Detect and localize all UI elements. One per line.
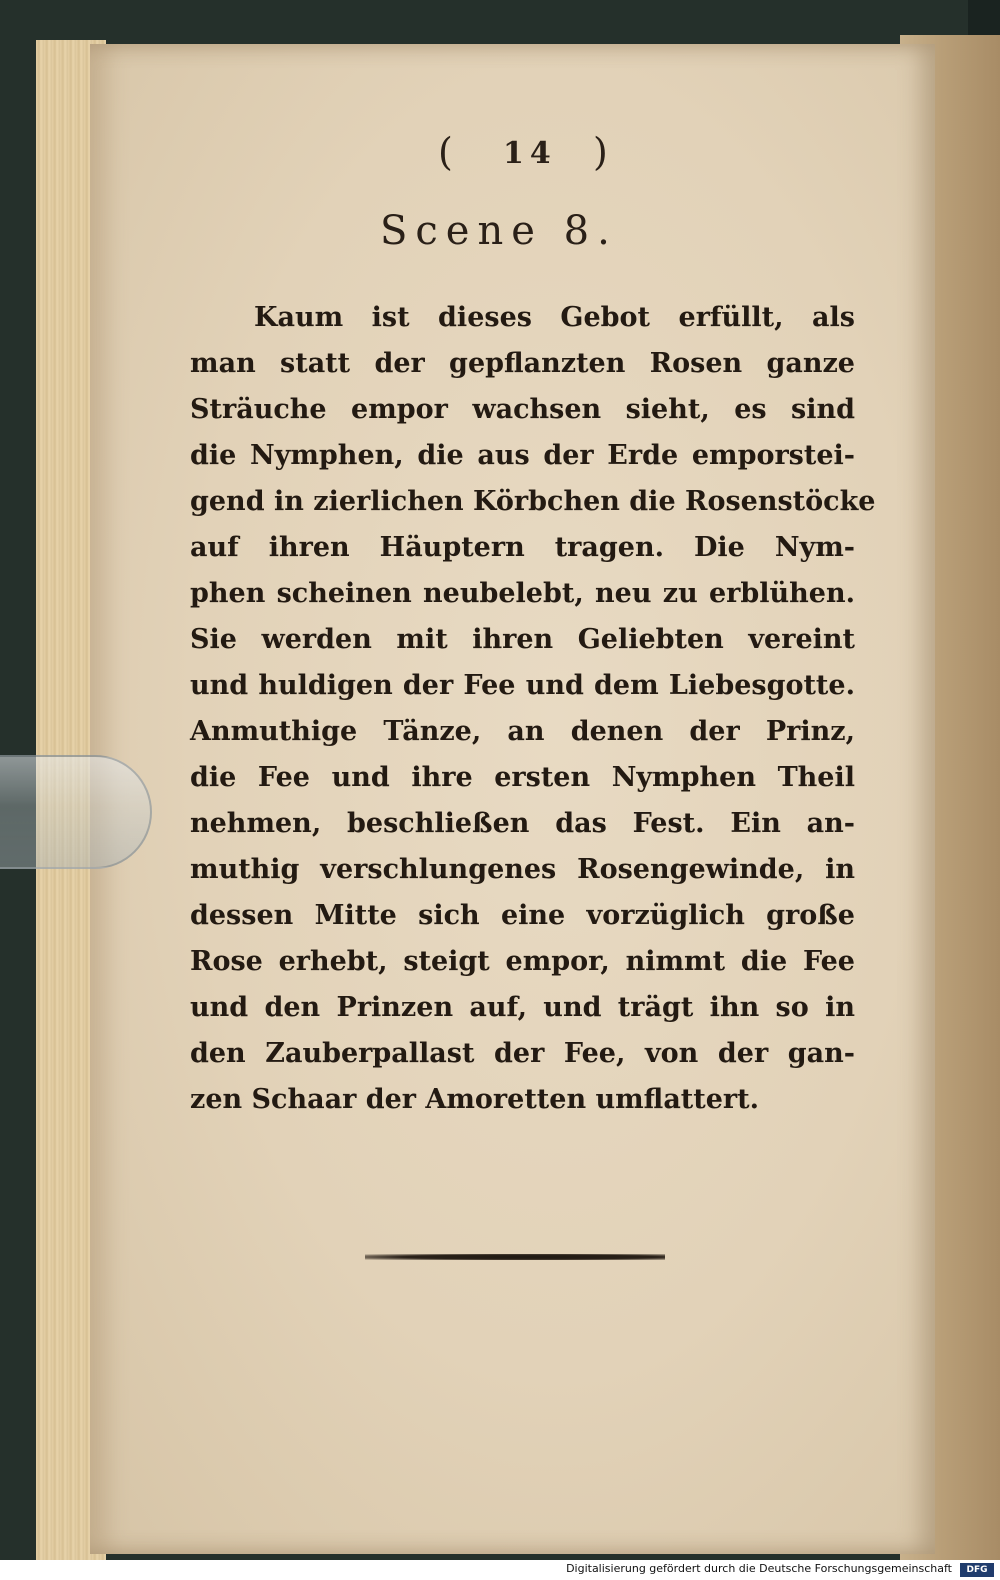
text-line: den Zauberpallast der Fee, von der gan- [190, 1038, 855, 1069]
text-line: muthig verschlungenes Rosengewinde, in [190, 854, 855, 885]
dfg-logo: DFG [960, 1563, 994, 1577]
text-line: Sie werden mit ihren Geliebten vereint [190, 624, 855, 655]
paren-open: ( [438, 130, 459, 174]
text-line: gend in zierlichen Körbchen die Rosenstöcke [190, 486, 876, 517]
text-line: und den Prinzen auf, und trägt ihn so in [190, 992, 855, 1023]
text-line: nehmen, beschließen das Fest. Ein an- [190, 808, 855, 839]
text-line: Kaum ist dieses Gebot erfüllt, als [254, 302, 855, 333]
text-line: Rose erhebt, steigt empor, nimmt die Fee [190, 946, 855, 977]
ornamental-rule [365, 1254, 665, 1260]
text-line: Anmuthige Tänze, an denen der Prinz, [190, 716, 855, 747]
body-paragraph [190, 295, 876, 1123]
text-line: die Nymphen, die aus der Erde emporstei- [190, 440, 855, 471]
text-line: Sträuche empor wachsen sieht, es sind [190, 394, 855, 425]
text-line: dessen Mitte sich eine vorzüglich große [190, 900, 855, 931]
paren-close: ) [593, 130, 614, 174]
footer-bar [0, 1560, 1000, 1580]
text-line: und huldigen der Fee und dem Liebesgotte. [190, 670, 855, 701]
funding-credit: Digitalisierung gefördert durch die Deutsche Forschungsgemeinschaft [566, 1562, 952, 1575]
page-header [408, 130, 638, 190]
text-line: zen Schaar der Amoretten umflattert. [190, 1084, 760, 1115]
text-line: man statt der gepflanzten Rosen ganze [190, 348, 855, 379]
text-line: phen scheinen neubelebt, neu zu erblühen. [190, 578, 855, 609]
text-line: die Fee und ihre ersten Nymphen Theil [190, 762, 855, 793]
text-line: auf ihren Häuptern tragen. Die Nym- [190, 532, 855, 563]
page-number: 14 [503, 136, 557, 171]
page-clip [0, 755, 152, 869]
scene-heading: Scene 8. [380, 208, 618, 254]
